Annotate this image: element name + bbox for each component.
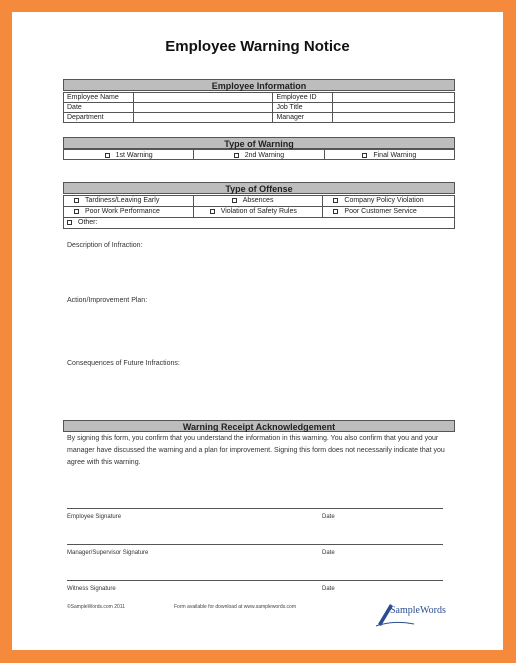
description-label: Description of Infraction: bbox=[67, 242, 143, 249]
department-field[interactable] bbox=[133, 113, 273, 123]
table-row bbox=[64, 218, 455, 229]
checkbox-icon bbox=[234, 153, 239, 158]
offense-option[interactable]: Absences bbox=[193, 196, 323, 207]
employee-date-label: Date bbox=[322, 514, 335, 520]
checkbox-icon bbox=[362, 153, 367, 158]
page-title: Employee Warning Notice bbox=[165, 38, 350, 55]
employee-signature-line[interactable] bbox=[67, 508, 443, 509]
checkbox-icon bbox=[232, 198, 237, 203]
table-row bbox=[64, 196, 455, 207]
warning-option-final[interactable]: Final Warning bbox=[324, 149, 455, 160]
offense-type-heading: Type of Offense bbox=[63, 182, 455, 194]
manager-field[interactable] bbox=[333, 113, 455, 123]
manager-signature-line[interactable] bbox=[67, 544, 443, 545]
warning-type-options bbox=[63, 149, 455, 160]
employee-signature-label: Employee Signature bbox=[67, 514, 122, 520]
acknowledgement-text: By signing this form, you confirm that you understand the information in this warning. You also confirm that you and your manager have discussed the warning and a plan for improvement. Signing this form does not necessarily indicate that you agree with this warning. bbox=[67, 435, 445, 466]
checkbox-icon bbox=[333, 198, 338, 203]
employee-info-table bbox=[63, 92, 455, 123]
checkbox-icon bbox=[105, 153, 110, 158]
manager-label: Manager bbox=[273, 113, 333, 123]
warning-type-heading: Type of Warning bbox=[63, 137, 455, 149]
consequences-label: Consequences of Future Infractions: bbox=[67, 360, 180, 367]
checkbox-icon bbox=[333, 209, 338, 214]
checkbox-icon bbox=[74, 198, 79, 203]
date-field[interactable] bbox=[133, 103, 273, 113]
footer-download: Form available for download at www.samplewords.com bbox=[174, 604, 296, 610]
acknowledgement-heading: Warning Receipt Acknowledgement bbox=[63, 420, 455, 432]
document-page bbox=[12, 12, 503, 650]
checkbox-icon bbox=[74, 209, 79, 214]
offense-type-table bbox=[63, 195, 455, 229]
table-row bbox=[64, 103, 455, 113]
manager-signature-label: Manager/Supervisor Signature bbox=[67, 550, 149, 556]
employee-id-label: Employee ID bbox=[273, 93, 333, 103]
employee-id-field[interactable] bbox=[333, 93, 455, 103]
checkbox-icon bbox=[67, 220, 72, 225]
date-label: Date bbox=[64, 103, 134, 113]
manager-date-label: Date bbox=[322, 550, 335, 556]
logo-text: SampleWords bbox=[390, 605, 446, 616]
checkbox-icon bbox=[210, 209, 215, 214]
table-row bbox=[64, 93, 455, 103]
warning-option-1st[interactable]: 1st Warning bbox=[63, 149, 194, 160]
offense-option[interactable]: Poor Work Performance bbox=[64, 207, 194, 218]
table-row bbox=[64, 113, 455, 123]
action-plan-label: Action/Improvement Plan: bbox=[67, 297, 148, 304]
table-row bbox=[64, 207, 455, 218]
employee-info-heading: Employee Information bbox=[63, 79, 455, 91]
job-title-field[interactable] bbox=[333, 103, 455, 113]
offense-other[interactable]: Other: bbox=[64, 218, 455, 229]
witness-date-label: Date bbox=[322, 586, 335, 592]
offense-option[interactable]: Tardiness/Leaving Early bbox=[64, 196, 194, 207]
offense-option[interactable]: Company Policy Violation bbox=[323, 196, 455, 207]
employee-name-field[interactable] bbox=[133, 93, 273, 103]
offense-option[interactable]: Violation of Safety Rules bbox=[193, 207, 323, 218]
department-label: Department bbox=[64, 113, 134, 123]
job-title-label: Job Title bbox=[273, 103, 333, 113]
offense-option[interactable]: Poor Customer Service bbox=[323, 207, 455, 218]
warning-option-2nd[interactable]: 2nd Warning bbox=[193, 149, 324, 160]
witness-signature-label: Witness Signature bbox=[67, 586, 116, 592]
employee-name-label: Employee Name bbox=[64, 93, 134, 103]
witness-signature-line[interactable] bbox=[67, 580, 443, 581]
footer-copyright: ©SampleWords.com 2011 bbox=[67, 604, 125, 610]
